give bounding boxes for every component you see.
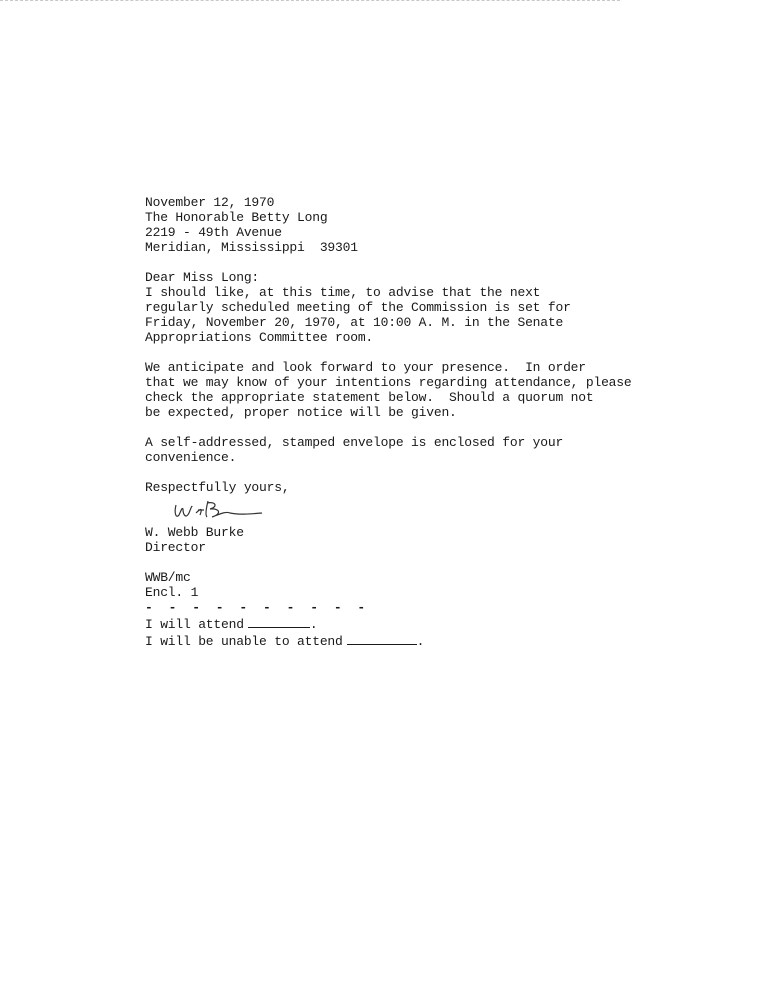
paragraph-line: I should like, at this time, to advise that the next [145, 285, 541, 300]
paragraph-line: We anticipate and look forward to your presence. In order [145, 360, 586, 375]
page-top-edge [0, 0, 620, 1]
recipient-city: Meridian, Mississippi 39301 [145, 240, 358, 255]
recipient-name: The Honorable Betty Long [145, 210, 328, 225]
dash-separator: - - - - - - - - - - [145, 600, 370, 615]
paragraph-line: be expected, proper notice will be given. [145, 405, 457, 420]
letter-body [145, 195, 645, 649]
paragraph-line: Friday, November 20, 1970, at 10:00 A. M. in the Senate [145, 315, 564, 330]
enclosure-note: Encl. 1 [145, 585, 199, 600]
paragraph-line: A self-addressed, stamped envelope is enclosed for your [145, 435, 564, 450]
reply-unable-line [145, 632, 645, 649]
recipient-street: 2219 - 49th Avenue [145, 225, 282, 240]
unable-blank [347, 632, 417, 645]
paragraph-line: check the appropriate statement below. Should a quorum not [145, 390, 594, 405]
period: . [416, 634, 425, 649]
paragraph-meeting [145, 285, 645, 345]
reply-unable-text: I will be unable to attend [145, 634, 343, 649]
paragraph-line: that we may know of your intentions regarding attendance, please [145, 375, 632, 390]
paragraph-attendance [145, 360, 645, 420]
reply-attend-text: I will attend [145, 617, 244, 632]
reference-initials: WWB/mc [145, 570, 191, 585]
signer-name: W. Webb Burke [145, 525, 244, 540]
attend-blank [248, 615, 310, 628]
paragraph-line: regularly scheduled meeting of the Commission is set for [145, 300, 571, 315]
handwritten-signature [170, 495, 645, 525]
signer-block [145, 525, 645, 555]
salutation: Dear Miss Long: [145, 270, 260, 285]
period: . [309, 617, 318, 632]
paragraph-line: Appropriations Committee room. [145, 330, 374, 345]
letter-date: November 12, 1970 [145, 195, 275, 210]
signer-title: Director [145, 540, 206, 555]
paragraph-envelope [145, 435, 645, 465]
paragraph-line: convenience. [145, 450, 237, 465]
recipient-address [145, 210, 645, 255]
reply-attend-line [145, 615, 645, 632]
closing: Respectfully yours, [145, 480, 290, 495]
